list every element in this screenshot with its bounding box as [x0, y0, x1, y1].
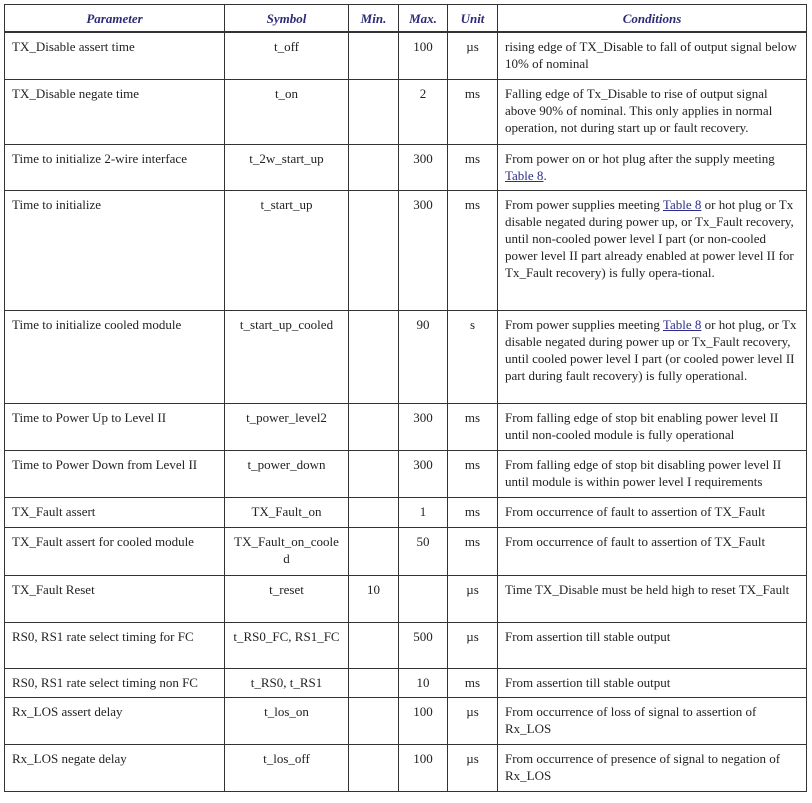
- cell-unit: µs: [448, 575, 498, 622]
- cell-min: [349, 32, 399, 79]
- table-row: [5, 622, 807, 668]
- conditions-text: From assertion till stable output: [505, 628, 671, 644]
- conditions-text: From assertion till stable output: [505, 674, 671, 690]
- cell-min: [349, 450, 399, 497]
- table-reference-link[interactable]: Table 8: [662, 316, 702, 332]
- cell-parameter: RS0, RS1 rate select timing for FC: [5, 622, 225, 668]
- cell-symbol: t_RS0_FC, RS1_FC: [225, 622, 349, 668]
- table-row: [5, 744, 807, 791]
- table-row: [5, 310, 807, 403]
- table-row: [5, 450, 807, 497]
- cell-min: [349, 190, 399, 310]
- cell-parameter: Time to Power Down from Level II: [5, 450, 225, 497]
- cell-max: 100: [399, 697, 448, 744]
- cell-unit: ms: [448, 497, 498, 527]
- cell-min: 10: [349, 575, 399, 622]
- table-row: [5, 79, 807, 144]
- cell-symbol: TX_Fault_on: [225, 497, 349, 527]
- cell-max: 2: [399, 79, 448, 144]
- cell-symbol: t_los_on: [225, 697, 349, 744]
- cell-symbol: t_on: [225, 79, 349, 144]
- table-row: [5, 697, 807, 744]
- cell-max: 1: [399, 497, 448, 527]
- conditions-text: .: [543, 167, 547, 183]
- conditions-text: rising edge of TX_Disable to fall of output signal below 10% of nominal: [505, 39, 797, 71]
- cell-symbol: t_RS0, t_RS1: [225, 668, 349, 697]
- cell-min: [349, 497, 399, 527]
- cell-conditions: [498, 450, 807, 497]
- cell-unit: ms: [448, 144, 498, 190]
- cell-parameter: TX_Fault assert for cooled module: [5, 527, 225, 575]
- conditions-text: From falling edge of stop bit disabling power level II until module is within power level I requirements: [505, 456, 782, 489]
- cell-conditions: [498, 403, 807, 450]
- cell-unit: ms: [448, 403, 498, 450]
- cell-min: [349, 144, 399, 190]
- cell-conditions: [498, 79, 807, 144]
- cell-unit: µs: [448, 622, 498, 668]
- cell-parameter: TX_Fault assert: [5, 497, 225, 527]
- cell-max: 50: [399, 527, 448, 575]
- cell-max: 300: [399, 403, 448, 450]
- timing-parameters-table: [4, 4, 807, 792]
- cell-max: 100: [399, 744, 448, 791]
- table-reference-link[interactable]: Table 8: [662, 196, 702, 212]
- table-reference-link[interactable]: Table 8: [505, 167, 544, 183]
- conditions-text: Falling edge of Tx_Disable to rise of output signal above 90% of nominal. This only applies in normal operation, not during start up or fault recovery.: [505, 85, 773, 135]
- cell-conditions: [498, 744, 807, 791]
- cell-symbol: t_start_up_cooled: [225, 310, 349, 403]
- cell-max: 300: [399, 450, 448, 497]
- conditions-text: From occurrence of fault to assertion of TX_Fault: [505, 533, 766, 549]
- conditions-text: From occurrence of loss of signal to assertion of Rx_LOS: [505, 703, 757, 736]
- cell-parameter: Time to Power Up to Level II: [5, 403, 225, 450]
- cell-symbol: t_power_level2: [225, 403, 349, 450]
- cell-symbol: TX_Fault_on_cooled: [225, 527, 349, 575]
- cell-max: 500: [399, 622, 448, 668]
- table-row: [5, 144, 807, 190]
- cell-symbol: t_power_down: [225, 450, 349, 497]
- conditions-text: From power supplies meeting: [505, 196, 663, 212]
- cell-symbol: t_reset: [225, 575, 349, 622]
- cell-parameter: RS0, RS1 rate select timing non FC: [5, 668, 225, 697]
- cell-max: 100: [399, 32, 448, 79]
- conditions-text: From occurrence of fault to assertion of TX_Fault: [505, 503, 766, 519]
- table-row: [5, 497, 807, 527]
- cell-conditions: [498, 575, 807, 622]
- cell-min: [349, 622, 399, 668]
- conditions-text: or hot plug or Tx disable negated during power up, or Tx_Fault recovery, until non-cooled power level I part (or non-cooled power level II part already enabled at power level II for Tx_Fault recovery) is fully opera-tional.: [505, 196, 794, 280]
- table-row: [5, 527, 807, 575]
- cell-max: 10: [399, 668, 448, 697]
- cell-conditions: [498, 497, 807, 527]
- cell-symbol: t_los_off: [225, 744, 349, 791]
- cell-conditions: [498, 697, 807, 744]
- conditions-text: From falling edge of stop bit enabling power level II until non-cooled module is fully operational: [505, 409, 779, 442]
- cell-unit: ms: [448, 190, 498, 310]
- header-parameter: Parameter: [5, 5, 225, 33]
- cell-max: 90: [399, 310, 448, 403]
- conditions-text: Time TX_Disable must be held high to reset TX_Fault: [505, 581, 790, 597]
- cell-conditions: [498, 310, 807, 403]
- table-row: [5, 190, 807, 310]
- cell-unit: µs: [448, 32, 498, 79]
- table-row: [5, 403, 807, 450]
- header-symbol: Symbol: [225, 5, 349, 33]
- table-row: [5, 668, 807, 697]
- cell-conditions: [498, 527, 807, 575]
- cell-unit: µs: [448, 697, 498, 744]
- cell-min: [349, 79, 399, 144]
- cell-parameter: TX_Disable negate time: [5, 79, 225, 144]
- conditions-text: or hot plug, or Tx disable negated during power up or Tx_Fault recovery, until cooled power level I part (or cooled power level II part during fault recovery) is fully operational.: [505, 316, 797, 383]
- cell-min: [349, 744, 399, 791]
- header-row: [5, 5, 807, 33]
- cell-unit: µs: [448, 744, 498, 791]
- cell-min: [349, 527, 399, 575]
- cell-unit: ms: [448, 79, 498, 144]
- cell-conditions: [498, 144, 807, 190]
- cell-min: [349, 668, 399, 697]
- header-unit: Unit: [448, 5, 498, 33]
- cell-parameter: Time to initialize 2-wire interface: [5, 144, 225, 190]
- cell-conditions: [498, 190, 807, 310]
- cell-unit: ms: [448, 527, 498, 575]
- cell-unit: ms: [448, 450, 498, 497]
- cell-min: [349, 697, 399, 744]
- conditions-text: From power on or hot plug after the supply meeting: [505, 150, 775, 166]
- cell-symbol: t_2w_start_up: [225, 144, 349, 190]
- cell-conditions: [498, 668, 807, 697]
- cell-min: [349, 403, 399, 450]
- cell-max: [399, 575, 448, 622]
- header-max: Max.: [399, 5, 448, 33]
- cell-conditions: [498, 32, 807, 79]
- cell-max: 300: [399, 190, 448, 310]
- cell-parameter: Rx_LOS negate delay: [5, 744, 225, 791]
- table-row: [5, 32, 807, 79]
- conditions-text: From occurrence of presence of signal to negation of Rx_LOS: [505, 750, 781, 783]
- cell-parameter: Time to initialize: [5, 190, 225, 310]
- table-row: [5, 575, 807, 622]
- header-min: Min.: [349, 5, 399, 33]
- cell-parameter: Rx_LOS assert delay: [5, 697, 225, 744]
- cell-conditions: [498, 622, 807, 668]
- conditions-text: From power supplies meeting: [505, 316, 663, 332]
- cell-parameter: Time to initialize cooled module: [5, 310, 225, 403]
- cell-parameter: TX_Fault Reset: [5, 575, 225, 622]
- cell-unit: ms: [448, 668, 498, 697]
- cell-unit: s: [448, 310, 498, 403]
- cell-symbol: t_off: [225, 32, 349, 79]
- cell-symbol: t_start_up: [225, 190, 349, 310]
- cell-max: 300: [399, 144, 448, 190]
- header-conditions: Conditions: [498, 5, 807, 33]
- cell-min: [349, 310, 399, 403]
- cell-parameter: TX_Disable assert time: [5, 32, 225, 79]
